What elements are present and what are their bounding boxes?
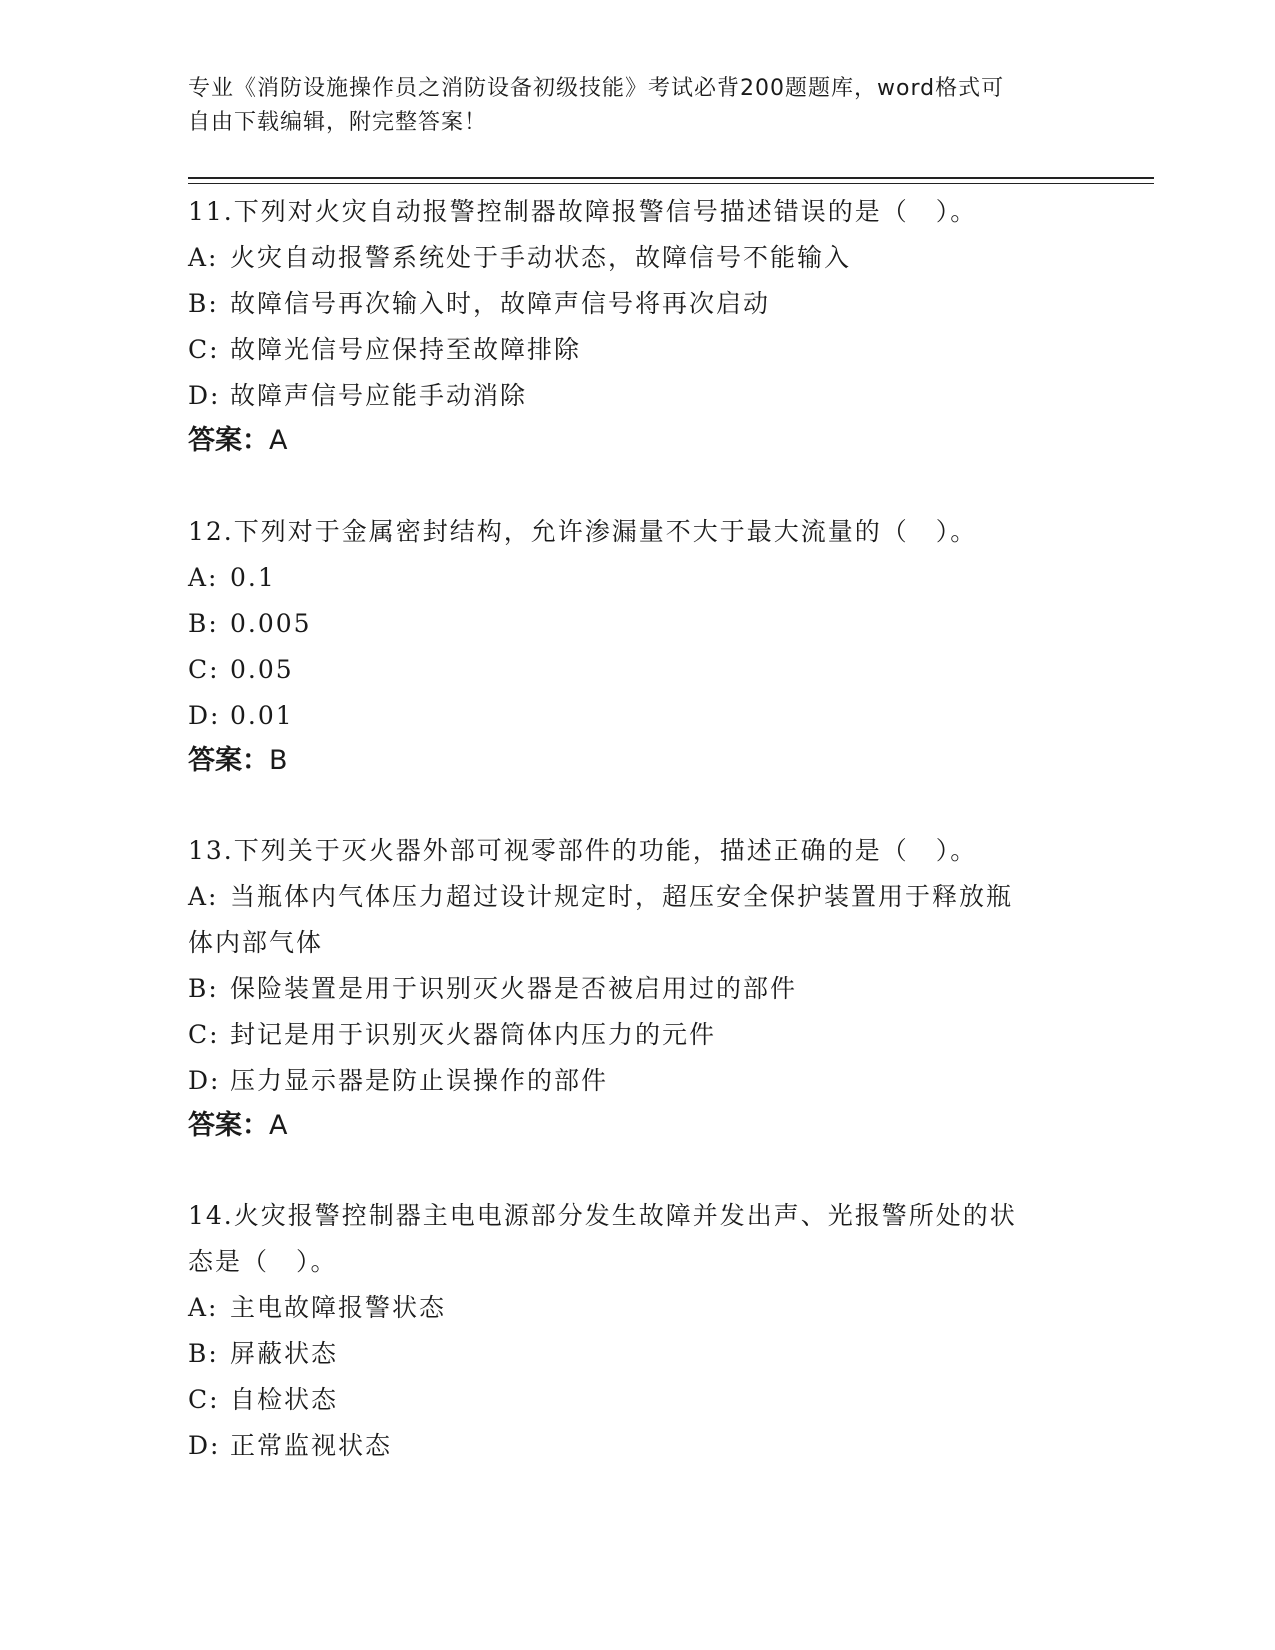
option-key: A:	[188, 243, 219, 272]
option-text: 自检状态	[230, 1385, 339, 1414]
option-text: 压力显示器是防止误操作的部件	[230, 1066, 609, 1095]
option-key: A:	[188, 1293, 219, 1322]
answer-line	[188, 419, 1088, 463]
option-a	[188, 1285, 1088, 1331]
question-13	[188, 828, 1088, 1148]
answer-label: 答案：	[188, 1110, 269, 1141]
option-key: D:	[188, 1066, 221, 1095]
question-stem: 11.下列对火灾自动报警控制器故障报警信号描述错误的是（ ）。	[188, 197, 978, 226]
answer-value: B	[269, 745, 288, 776]
option-key: C:	[188, 1020, 220, 1049]
option-text: 故障声信号应能手动消除	[230, 381, 528, 410]
option-key: D:	[188, 381, 221, 410]
option-text: 当瓶体内气体压力超过设计规定时，超压安全保护装置用于释放瓶	[230, 882, 1014, 911]
option-c	[188, 647, 1088, 693]
option-text: 保险装置是用于识别灭火器是否被启用过的部件	[230, 974, 798, 1003]
option-a-continuation: 体内部气体	[188, 928, 324, 957]
option-text: 火灾自动报警系统处于手动状态，故障信号不能输入	[230, 243, 852, 272]
option-d	[188, 1058, 1088, 1104]
question-stem: 13.下列关于灭火器外部可视零部件的功能，描述正确的是（ ）。	[188, 836, 978, 865]
answer-line	[188, 739, 1088, 783]
answer-value: A	[269, 425, 288, 456]
question-11	[188, 189, 1088, 463]
option-a	[188, 874, 1088, 920]
option-text: 主电故障报警状态	[230, 1293, 447, 1322]
option-text: 屏蔽状态	[230, 1339, 339, 1368]
option-key: D:	[188, 701, 221, 730]
header-divider-thick	[188, 177, 1154, 179]
option-key: A:	[188, 882, 219, 911]
option-text: 0.05	[230, 655, 294, 684]
option-text: 封记是用于识别灭火器筒体内压力的元件	[230, 1020, 717, 1049]
option-a	[188, 235, 1088, 281]
question-12	[188, 509, 1088, 783]
option-text: 0.1	[230, 563, 276, 592]
option-text: 0.01	[230, 701, 294, 730]
answer-value: A	[269, 1110, 288, 1141]
option-key: B:	[188, 289, 219, 318]
option-key: C:	[188, 1385, 220, 1414]
option-key: A:	[188, 563, 219, 592]
option-d	[188, 373, 1088, 419]
option-key: B:	[188, 609, 219, 638]
option-text: 正常监视状态	[230, 1431, 393, 1460]
option-b	[188, 966, 1088, 1012]
header-line-1: 专业《消防设施操作员之消防设备初级技能》考试必背200题题库，word格式可	[188, 76, 1005, 101]
question-14	[188, 1193, 1088, 1469]
question-stem: 12.下列对于金属密封结构，允许渗漏量不大于最大流量的（ ）。	[188, 517, 978, 546]
option-key: D:	[188, 1431, 221, 1460]
option-text: 故障信号再次输入时，故障声信号将再次启动	[230, 289, 771, 318]
option-a	[188, 555, 1088, 601]
answer-label: 答案：	[188, 745, 269, 776]
option-key: C:	[188, 335, 220, 364]
option-key: B:	[188, 974, 219, 1003]
option-d	[188, 1423, 1088, 1469]
option-key: C:	[188, 655, 220, 684]
document-header	[188, 72, 1068, 140]
option-b	[188, 1331, 1088, 1377]
answer-line	[188, 1104, 1088, 1148]
option-key: B:	[188, 1339, 219, 1368]
option-text: 0.005	[230, 609, 312, 638]
option-text: 故障光信号应保持至故障排除	[230, 335, 582, 364]
question-stem-line-1: 14.火灾报警控制器主电电源部分发生故障并发出声、光报警所处的状	[188, 1201, 1017, 1230]
option-b	[188, 601, 1088, 647]
question-stem-line-2: 态是（ ）。	[188, 1247, 338, 1276]
answer-label: 答案：	[188, 425, 269, 456]
option-b	[188, 281, 1088, 327]
option-c	[188, 327, 1088, 373]
option-c	[188, 1377, 1088, 1423]
option-d	[188, 693, 1088, 739]
option-c	[188, 1012, 1088, 1058]
header-line-2: 自由下载编辑，附完整答案！	[188, 110, 488, 135]
header-divider-thin	[188, 183, 1154, 184]
